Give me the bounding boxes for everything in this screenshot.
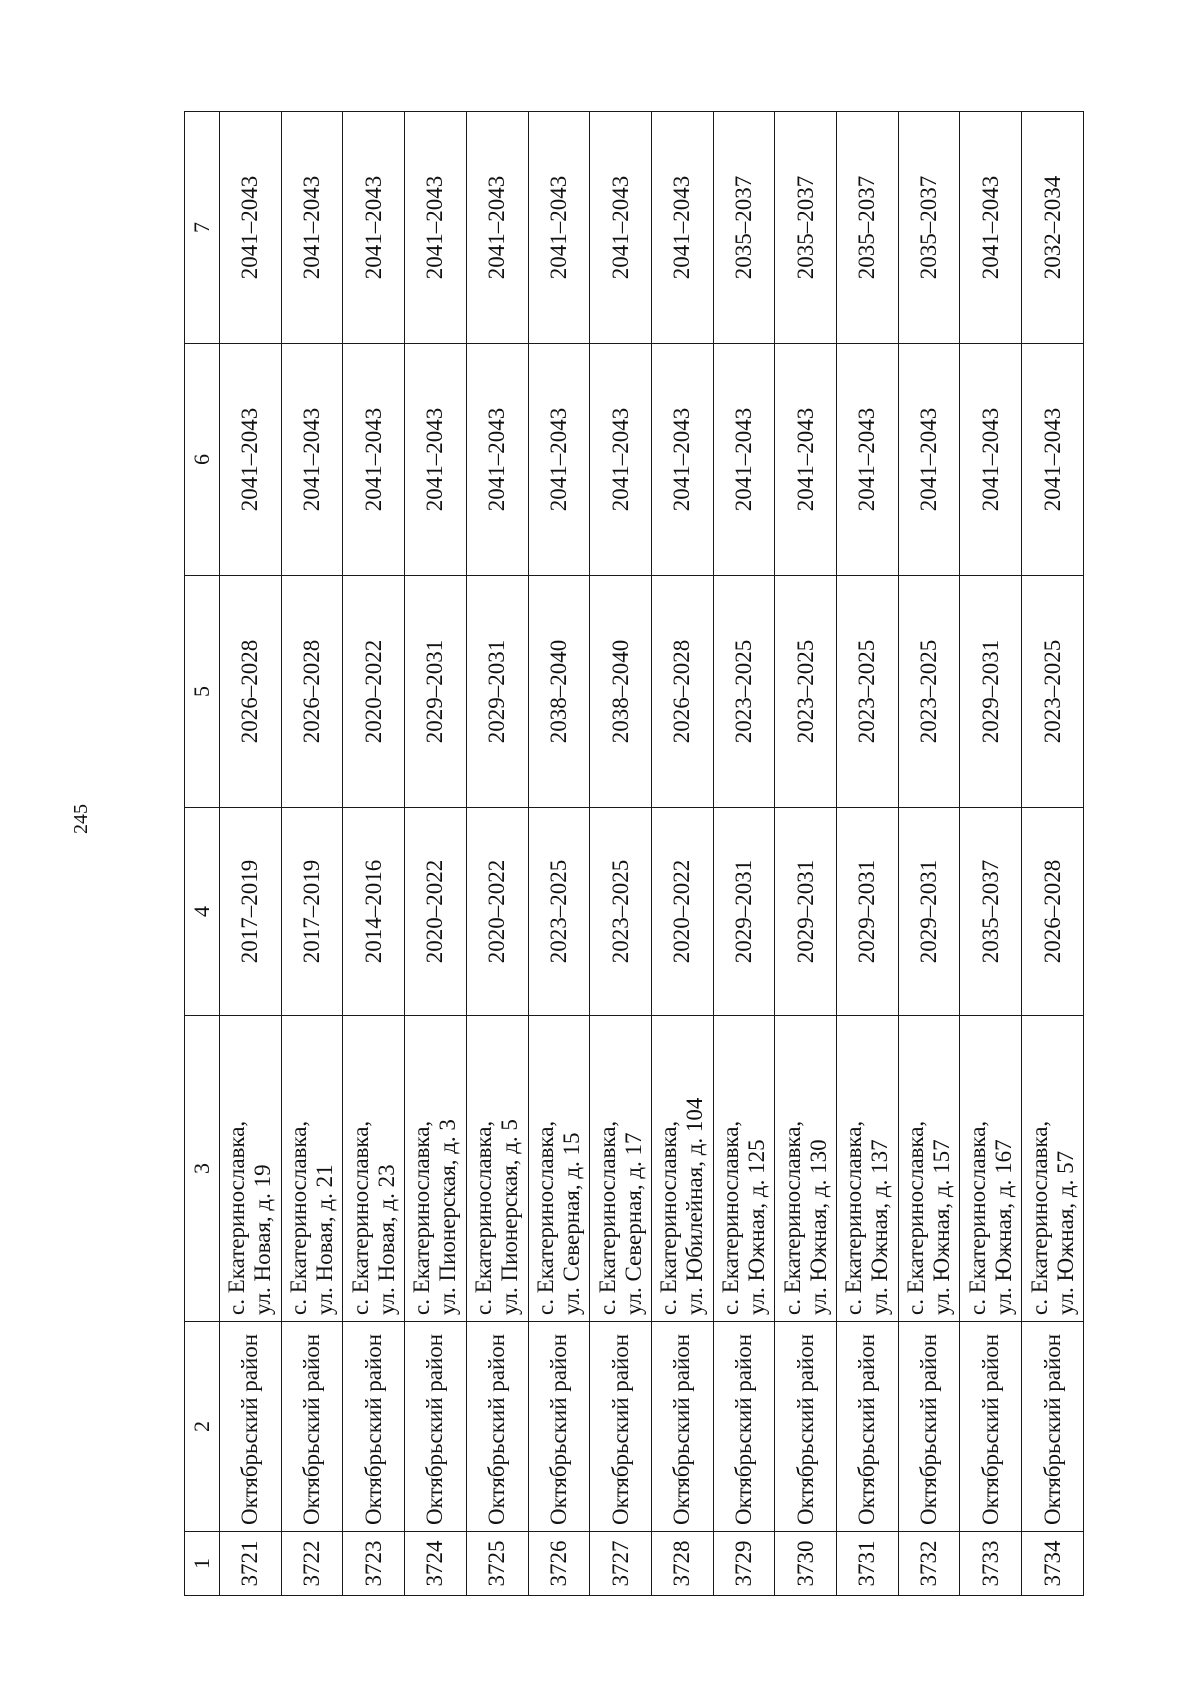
header-col-6: 6 <box>185 344 220 576</box>
address-cell <box>220 1016 282 1322</box>
period-col-7: 2032–2034 <box>1022 112 1084 344</box>
rotated-table-container <box>184 112 1084 1596</box>
address-cell <box>898 1016 960 1322</box>
period-col-6: 2041–2043 <box>466 344 528 576</box>
address-line-2: ул. Новая, д. 23 <box>373 1164 399 1315</box>
row-number: 3726 <box>528 1532 590 1596</box>
district-cell: Октябрьский район <box>898 1322 960 1532</box>
period-col-5: 2023–2025 <box>898 576 960 808</box>
period-col-7: 2041–2043 <box>405 112 467 344</box>
table-row <box>343 112 405 1596</box>
table-row <box>651 112 713 1596</box>
period-col-5: 2029–2031 <box>405 576 467 808</box>
period-col-4: 2017–2019 <box>220 808 282 1016</box>
address-cell <box>281 1016 343 1322</box>
district-cell: Октябрьский район <box>960 1322 1022 1532</box>
period-col-7: 2041–2043 <box>220 112 282 344</box>
period-col-4: 2023–2025 <box>528 808 590 1016</box>
header-col-4: 4 <box>185 808 220 1016</box>
address-cell <box>343 1016 405 1322</box>
address-line-2: ул. Южная, д. 167 <box>990 1139 1016 1315</box>
address-line-1: с. Екатеринославка, <box>779 1120 805 1315</box>
period-col-5: 2029–2031 <box>466 576 528 808</box>
period-col-4: 2026–2028 <box>1022 808 1084 1016</box>
address-cell <box>405 1016 467 1322</box>
table-row <box>405 112 467 1596</box>
address-line-2: ул. Пионерская, д. 3 <box>435 1119 461 1315</box>
row-number: 3729 <box>713 1532 775 1596</box>
page-number: 245 <box>70 804 92 834</box>
period-col-6: 2041–2043 <box>281 344 343 576</box>
period-col-5: 2038–2040 <box>590 576 652 808</box>
address-line-2: ул. Южная, д. 130 <box>805 1139 831 1315</box>
table-row <box>466 112 528 1596</box>
row-number: 3723 <box>343 1532 405 1596</box>
row-number: 3727 <box>590 1532 652 1596</box>
period-col-6: 2041–2043 <box>528 344 590 576</box>
row-number: 3731 <box>837 1532 899 1596</box>
address-line-1: с. Екатеринославка, <box>717 1120 743 1315</box>
address-cell <box>960 1016 1022 1322</box>
period-col-4: 2017–2019 <box>281 808 343 1016</box>
period-col-7: 2035–2037 <box>713 112 775 344</box>
address-cell <box>837 1016 899 1322</box>
address-cell <box>528 1016 590 1322</box>
row-number: 3730 <box>775 1532 837 1596</box>
row-number: 3724 <box>405 1532 467 1596</box>
district-cell: Октябрьский район <box>466 1322 528 1532</box>
table-row <box>713 112 775 1596</box>
address-line-1: с. Екатеринославка, <box>841 1120 867 1315</box>
header-col-2: 2 <box>185 1322 220 1532</box>
address-line-1: с. Екатеринославка, <box>286 1120 312 1315</box>
period-col-6: 2041–2043 <box>1022 344 1084 576</box>
address-line-2: ул. Юбилейная, д. 104 <box>682 1097 708 1315</box>
header-col-3: 3 <box>185 1016 220 1322</box>
row-number: 3728 <box>651 1532 713 1596</box>
district-cell: Октябрьский район <box>528 1322 590 1532</box>
row-number: 3725 <box>466 1532 528 1596</box>
period-col-5: 2023–2025 <box>713 576 775 808</box>
address-line-2: ул. Южная, д. 125 <box>743 1139 769 1315</box>
district-cell: Октябрьский район <box>651 1322 713 1532</box>
table-body <box>220 112 1084 1596</box>
period-col-4: 2014–2016 <box>343 808 405 1016</box>
district-cell: Октябрьский район <box>405 1322 467 1532</box>
period-col-7: 2035–2037 <box>898 112 960 344</box>
period-col-5: 2020–2022 <box>343 576 405 808</box>
period-col-4: 2029–2031 <box>775 808 837 1016</box>
period-col-6: 2041–2043 <box>220 344 282 576</box>
address-line-2: ул. Южная, д. 157 <box>929 1139 955 1315</box>
period-col-6: 2041–2043 <box>837 344 899 576</box>
period-col-5: 2023–2025 <box>837 576 899 808</box>
district-cell: Октябрьский район <box>775 1322 837 1532</box>
address-line-1: с. Екатеринославка, <box>224 1120 250 1315</box>
address-line-2: ул. Северная, д. 17 <box>620 1132 646 1315</box>
period-col-7: 2041–2043 <box>651 112 713 344</box>
period-col-5: 2023–2025 <box>775 576 837 808</box>
district-cell: Октябрьский район <box>1022 1322 1084 1532</box>
period-col-6: 2041–2043 <box>960 344 1022 576</box>
period-col-6: 2041–2043 <box>775 344 837 576</box>
period-col-4: 2020–2022 <box>651 808 713 1016</box>
address-line-1: с. Екатеринославка, <box>964 1120 990 1315</box>
table-row <box>1022 112 1084 1596</box>
period-col-4: 2020–2022 <box>405 808 467 1016</box>
district-cell: Октябрьский район <box>837 1322 899 1532</box>
row-number: 3732 <box>898 1532 960 1596</box>
district-cell: Октябрьский район <box>281 1322 343 1532</box>
period-col-4: 2035–2037 <box>960 808 1022 1016</box>
address-cell <box>651 1016 713 1322</box>
address-line-1: с. Екатеринославка, <box>1026 1120 1052 1315</box>
table-header <box>185 112 220 1596</box>
header-col-5: 5 <box>185 576 220 808</box>
period-col-5: 2038–2040 <box>528 576 590 808</box>
registry-table <box>184 111 1084 1596</box>
row-number: 3722 <box>281 1532 343 1596</box>
address-line-2: ул. Южная, д. 57 <box>1052 1150 1078 1315</box>
district-cell: Октябрьский район <box>220 1322 282 1532</box>
period-col-5: 2026–2028 <box>651 576 713 808</box>
period-col-5: 2026–2028 <box>220 576 282 808</box>
period-col-5: 2029–2031 <box>960 576 1022 808</box>
period-col-4: 2029–2031 <box>837 808 899 1016</box>
period-col-7: 2035–2037 <box>837 112 899 344</box>
period-col-7: 2041–2043 <box>528 112 590 344</box>
period-col-7: 2041–2043 <box>960 112 1022 344</box>
address-line-1: с. Екатеринославка, <box>903 1120 929 1315</box>
period-col-5: 2026–2028 <box>281 576 343 808</box>
table-row <box>775 112 837 1596</box>
row-number: 3734 <box>1022 1532 1084 1596</box>
period-col-6: 2041–2043 <box>713 344 775 576</box>
address-line-1: с. Екатеринославка, <box>656 1120 682 1315</box>
table-row <box>898 112 960 1596</box>
address-line-1: с. Екатеринославка, <box>471 1120 497 1315</box>
period-col-6: 2041–2043 <box>343 344 405 576</box>
address-cell <box>713 1016 775 1322</box>
period-col-4: 2029–2031 <box>898 808 960 1016</box>
period-col-7: 2041–2043 <box>281 112 343 344</box>
period-col-6: 2041–2043 <box>405 344 467 576</box>
address-line-1: с. Екатеринославка, <box>347 1120 373 1315</box>
table-row <box>220 112 282 1596</box>
header-col-1: 1 <box>185 1532 220 1596</box>
table-row <box>528 112 590 1596</box>
period-col-7: 2041–2043 <box>343 112 405 344</box>
address-line-2: ул. Северная, д. 15 <box>558 1132 584 1315</box>
row-number: 3721 <box>220 1532 282 1596</box>
period-col-6: 2041–2043 <box>590 344 652 576</box>
address-cell <box>775 1016 837 1322</box>
period-col-7: 2041–2043 <box>590 112 652 344</box>
district-cell: Октябрьский район <box>713 1322 775 1532</box>
period-col-4: 2020–2022 <box>466 808 528 1016</box>
address-cell <box>466 1016 528 1322</box>
address-line-1: с. Екатеринославка, <box>594 1120 620 1315</box>
header-col-7: 7 <box>185 112 220 344</box>
table-row <box>281 112 343 1596</box>
period-col-5: 2023–2025 <box>1022 576 1084 808</box>
address-line-2: ул. Новая, д. 21 <box>312 1164 338 1315</box>
address-line-2: ул. Новая, д. 19 <box>250 1164 276 1315</box>
district-cell: Октябрьский район <box>590 1322 652 1532</box>
address-cell <box>1022 1016 1084 1322</box>
address-line-2: ул. Пионерская, д. 5 <box>497 1119 523 1315</box>
period-col-7: 2041–2043 <box>466 112 528 344</box>
district-cell: Октябрьский район <box>343 1322 405 1532</box>
row-number: 3733 <box>960 1532 1022 1596</box>
address-cell <box>590 1016 652 1322</box>
table-row <box>960 112 1022 1596</box>
period-col-7: 2035–2037 <box>775 112 837 344</box>
period-col-6: 2041–2043 <box>651 344 713 576</box>
period-col-4: 2029–2031 <box>713 808 775 1016</box>
address-line-2: ул. Южная, д. 137 <box>867 1139 893 1315</box>
address-line-1: с. Екатеринославка, <box>409 1120 435 1315</box>
table-row <box>590 112 652 1596</box>
header-row <box>185 112 220 1596</box>
address-line-1: с. Екатеринославка, <box>532 1120 558 1315</box>
period-col-4: 2023–2025 <box>590 808 652 1016</box>
table-row <box>837 112 899 1596</box>
period-col-6: 2041–2043 <box>898 344 960 576</box>
